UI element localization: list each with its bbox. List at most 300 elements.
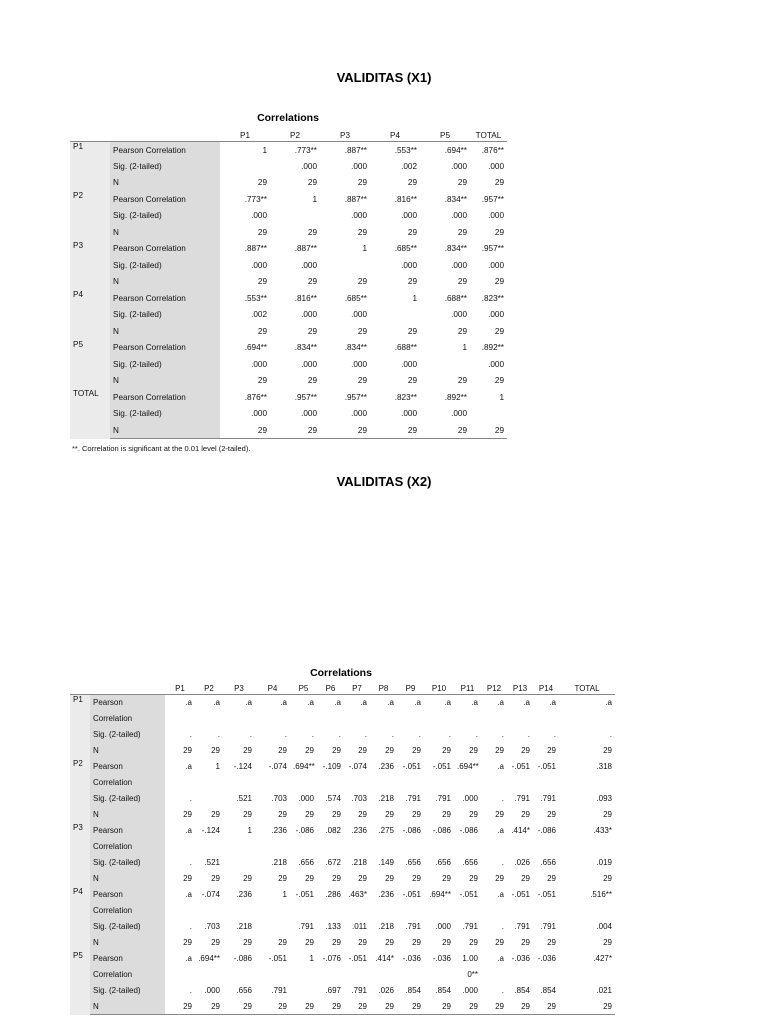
table-cell: . (338, 730, 341, 739)
table-cell: .694** (198, 954, 220, 963)
table-cell: 29 (603, 874, 612, 883)
column-header: P8 (370, 683, 397, 695)
table-cell: 29 (165, 999, 195, 1015)
table-cell (317, 903, 344, 919)
stat-label: Correlation (90, 967, 165, 983)
table-cell: .000 (204, 986, 220, 995)
table-cell: . (475, 730, 478, 739)
table-cell: 29 (495, 874, 504, 883)
table-cell (290, 983, 317, 999)
table-cell: .773** (244, 194, 267, 204)
variable-label: P4 (70, 290, 110, 340)
table-cell: . (448, 730, 451, 739)
table-cell: 29 (407, 277, 417, 287)
table-cell: .703 (271, 794, 287, 803)
table-cell: 29 (211, 810, 220, 819)
table-cell: 29 (307, 326, 317, 336)
stat-label: Pearson (90, 887, 165, 903)
column-header: P1 (220, 130, 270, 142)
table-cell (559, 967, 615, 983)
table-row (70, 389, 507, 406)
table-cell: .000 (451, 409, 467, 419)
table-cell (223, 711, 255, 727)
stat-label: N (110, 422, 220, 439)
stat-label: Correlation (90, 839, 165, 855)
table-cell (481, 711, 507, 727)
stat-label: Pearson Correlation (110, 340, 220, 357)
table-cell (344, 903, 370, 919)
variable-label: P4 (70, 887, 90, 951)
table-cell: -.051 (402, 762, 421, 771)
table-cell: 29 (412, 810, 421, 819)
table-cell: 1 (412, 293, 417, 303)
table-cell: .854 (514, 986, 530, 995)
table-cell (481, 903, 507, 919)
variable-label: P1 (70, 142, 110, 192)
table-cell: -.076 (322, 954, 341, 963)
table-row (70, 727, 615, 743)
column-header: P4 (255, 683, 290, 695)
table-cell (195, 839, 223, 855)
table-cell (317, 775, 344, 791)
table-cell: 29 (257, 326, 267, 336)
table-cell (255, 967, 290, 983)
table-cell (317, 967, 344, 983)
table-cell: 29 (278, 874, 287, 883)
table-cell: .a (245, 698, 252, 708)
table-cell: 29 (457, 277, 467, 287)
column-header: TOTAL (559, 683, 615, 695)
table-cell: -.036 (537, 954, 556, 963)
table-cell: -.051 (348, 954, 367, 963)
table-cell (533, 711, 559, 727)
table-cell: .218 (378, 794, 394, 803)
table-cell: 29 (358, 938, 367, 947)
table-cell (481, 967, 507, 983)
table-cell: .021 (596, 986, 612, 995)
table-cell: .318 (596, 762, 612, 771)
table-cell: .000 (301, 409, 317, 419)
column-header: P7 (344, 683, 370, 695)
table1-footnote: **. Correlation is significant at the 0.01 level (2-tailed). (72, 444, 251, 453)
table-row (70, 373, 507, 390)
stat-label: Sig. (2-tailed) (90, 983, 165, 999)
table-row (70, 274, 507, 291)
table-cell: .a (213, 698, 220, 708)
table-cell: 29 (469, 938, 478, 947)
table-cell: .834** (444, 194, 467, 204)
table-cell (397, 711, 424, 727)
table-cell (290, 903, 317, 919)
table-cell: .019 (596, 858, 612, 867)
table-cell: .a (497, 954, 504, 963)
table-cell: 29 (257, 227, 267, 237)
table-row (70, 839, 615, 855)
table-cell: .000 (401, 409, 417, 419)
table-cell (223, 855, 255, 871)
table-cell: .000 (298, 794, 314, 803)
table-cell (165, 839, 195, 855)
table-cell: .000 (435, 922, 451, 931)
table-cell: 1 (312, 194, 317, 204)
table-cell: 29 (332, 746, 341, 755)
table-row (70, 935, 615, 951)
table-cell: -.036 (511, 954, 530, 963)
table-cell: 29 (494, 326, 504, 336)
table-cell: 1 (282, 890, 287, 899)
table-cell: 29 (407, 376, 417, 386)
table-cell: 29 (457, 376, 467, 386)
variable-label: P5 (70, 340, 110, 390)
stat-label: N (110, 274, 220, 291)
table-cell (370, 775, 397, 791)
table-cell: .834** (344, 343, 367, 353)
table-cell: .a (334, 698, 341, 708)
table-cell: . (189, 922, 192, 931)
table-cell: 29 (521, 810, 530, 819)
table-cell: 1 (499, 392, 504, 402)
table-cell: 29 (257, 277, 267, 287)
table-cell: .a (523, 698, 530, 708)
table-cell: .133 (325, 922, 341, 931)
table-cell: 29 (320, 422, 370, 439)
table-cell: .218 (351, 858, 367, 867)
table-cell: 29 (442, 874, 451, 883)
table-cell (290, 967, 317, 983)
table-cell: .892** (481, 343, 504, 353)
table-cell: .521 (236, 794, 252, 803)
table-cell (290, 839, 317, 855)
table-cell: 29 (495, 810, 504, 819)
table-cell: 29 (454, 999, 481, 1015)
table-cell: .887** (294, 244, 317, 254)
table-cell: 29 (305, 746, 314, 755)
table-cell: .000 (451, 211, 467, 221)
stat-label: N (110, 224, 220, 241)
table-cell: .887** (344, 194, 367, 204)
table-cell: .791 (271, 986, 287, 995)
stat-label: N (90, 935, 165, 951)
table-cell: 1 (215, 762, 220, 771)
table-cell: . (189, 858, 192, 867)
table-cell: .823** (394, 392, 417, 402)
table-row (70, 887, 615, 903)
table-cell: .694** (293, 762, 315, 771)
table-cell: 1 (462, 343, 467, 353)
column-header: P10 (424, 683, 454, 695)
table-cell: .876** (481, 145, 504, 155)
stat-label: N (90, 871, 165, 887)
table-cell: .a (549, 698, 556, 708)
table-cell (344, 775, 370, 791)
table-cell: .000 (351, 359, 367, 369)
table-row (70, 356, 507, 373)
table-cell: 29 (547, 746, 556, 755)
table-cell: . (364, 730, 367, 739)
table-cell: .854 (540, 986, 556, 995)
stat-label: Sig. (2-tailed) (110, 208, 220, 225)
table-cell: 1 (362, 244, 367, 254)
table-cell: -.051 (537, 890, 556, 899)
table-cell: -.086 (233, 954, 252, 963)
section-title-x2: VALIDITAS (X2) (336, 474, 432, 489)
table-cell: . (501, 922, 504, 931)
table-cell: .236 (351, 826, 367, 835)
table-cell (533, 903, 559, 919)
table-cell (424, 967, 454, 983)
table-cell: . (391, 730, 394, 739)
table-cell: .a (497, 762, 504, 771)
table-cell: 29 (412, 874, 421, 883)
table-cell: 1 (262, 145, 267, 155)
table-cell: -.051 (432, 762, 451, 771)
table-cell: .a (185, 698, 192, 708)
table-cell (470, 406, 507, 423)
stat-label: Pearson (90, 951, 165, 967)
table-cell: .816** (294, 293, 317, 303)
table-row (70, 791, 615, 807)
table-cell: -.086 (295, 826, 314, 835)
table-cell: 29 (470, 422, 507, 439)
table-row (70, 855, 615, 871)
table-cell: 29 (332, 874, 341, 883)
table-cell: 29 (358, 810, 367, 819)
table-cell: 29 (494, 277, 504, 287)
table-cell: 29 (494, 178, 504, 188)
table-cell (223, 839, 255, 855)
table-row (70, 967, 615, 983)
table-cell (370, 307, 420, 324)
table-cell: 29 (305, 938, 314, 947)
table-cell: .002 (251, 310, 267, 320)
table-cell: 29 (407, 178, 417, 188)
table-cell: 29 (357, 326, 367, 336)
table-cell: 29 (457, 178, 467, 188)
table-cell: -.086 (402, 826, 421, 835)
table-cell: .000 (401, 359, 417, 369)
table-cell: 29 (420, 422, 470, 439)
table-cell (533, 967, 559, 983)
table-cell: . (189, 986, 192, 995)
table-cell (559, 903, 615, 919)
table-cell: .000 (351, 211, 367, 221)
table-cell: 29 (344, 999, 370, 1015)
table-cell: 29 (357, 227, 367, 237)
table-cell: -.036 (432, 954, 451, 963)
table-cell (223, 967, 255, 983)
table-cell: 29 (243, 874, 252, 883)
table-row (70, 142, 507, 159)
column-header: P14 (533, 683, 559, 695)
table-cell: -.074 (201, 890, 220, 899)
table-cell: 29 (603, 938, 612, 947)
table-cell: -.124 (233, 762, 252, 771)
table-cell (270, 208, 320, 225)
table-cell (255, 711, 290, 727)
table-cell: .004 (596, 922, 612, 931)
table-cell: 29 (278, 938, 287, 947)
table-cell: 29 (211, 938, 220, 947)
column-header: P3 (223, 683, 255, 695)
stat-label: N (110, 323, 220, 340)
stat-label: Sig. (2-tailed) (110, 406, 220, 423)
table-row (70, 191, 507, 208)
table-cell: .a (497, 698, 504, 708)
stat-label: Pearson Correlation (110, 389, 220, 406)
table-cell: 29 (495, 746, 504, 755)
table-cell: 29 (442, 810, 451, 819)
table-cell: .957** (481, 194, 504, 204)
table-cell: .a (185, 762, 192, 771)
table-cell (195, 711, 223, 727)
stat-label: Sig. (2-tailed) (90, 727, 165, 743)
section-title-x1: VALIDITAS (X1) (336, 70, 432, 85)
table-cell: .a (185, 954, 192, 963)
stat-label: Pearson Correlation (110, 241, 220, 258)
table-cell (255, 919, 290, 935)
table-cell: 29 (357, 178, 367, 188)
table-cell: .697 (325, 986, 341, 995)
table-cell: 29 (332, 938, 341, 947)
table-cell: .791 (405, 794, 421, 803)
table-cell: 29 (332, 810, 341, 819)
table-cell: 29 (358, 874, 367, 883)
table-cell: .218 (378, 922, 394, 931)
table-cell: .854 (405, 986, 421, 995)
table-cell: 29 (412, 746, 421, 755)
table-cell: . (189, 794, 192, 803)
table-cell: .149 (378, 858, 394, 867)
table-cell: .011 (352, 922, 367, 931)
table-cell: 29 (494, 376, 504, 386)
table-cell (195, 967, 223, 983)
table-cell: 29 (521, 874, 530, 883)
table-cell: .694** (457, 762, 479, 771)
table-cell: 29 (270, 422, 320, 439)
table-row (70, 323, 507, 340)
table-cell (317, 839, 344, 855)
correlations-table-x2 (70, 683, 615, 1015)
stat-label: Pearson (90, 823, 165, 839)
table-cell: 29 (442, 938, 451, 947)
table-cell: .688** (394, 343, 417, 353)
stat-label: Sig. (2-tailed) (110, 307, 220, 324)
table-cell: .834** (444, 244, 467, 254)
table-cell (165, 711, 195, 727)
column-header: P5 (420, 130, 470, 142)
table-row (70, 903, 615, 919)
table-cell: .553** (244, 293, 267, 303)
table-cell (559, 839, 615, 855)
stat-label: Sig. (2-tailed) (90, 855, 165, 871)
table-cell (397, 839, 424, 855)
table-cell: -.051 (268, 954, 287, 963)
table-cell: .773** (294, 145, 317, 155)
table-cell: . (501, 986, 504, 995)
table-cell: .823** (481, 293, 504, 303)
table-cell: 1 (247, 826, 252, 835)
table-cell: .093 (596, 794, 612, 803)
table-cell: 29 (533, 999, 559, 1015)
stat-label: N (90, 999, 165, 1015)
table-cell: .a (497, 826, 504, 835)
table-cell: 29 (385, 746, 394, 755)
table-cell: .236 (378, 762, 394, 771)
table-cell: .834** (294, 343, 317, 353)
table-cell: 29 (211, 746, 220, 755)
column-header: P3 (320, 130, 370, 142)
table-cell: -.074 (348, 762, 367, 771)
table-cell (370, 711, 397, 727)
table-cell: .816** (394, 194, 417, 204)
stat-label: Sig. (2-tailed) (110, 158, 220, 175)
table-cell: . (311, 730, 314, 739)
table-cell: .000 (488, 211, 504, 221)
table-cell: .791 (351, 986, 367, 995)
table-cell: 29 (307, 277, 317, 287)
table-cell: 1.00 (462, 954, 478, 963)
table-row (70, 257, 507, 274)
table-cell: . (553, 730, 556, 739)
table-cell: .433* (593, 826, 612, 835)
table-cell: .000 (401, 260, 417, 270)
table-cell (559, 711, 615, 727)
table-cell (255, 903, 290, 919)
table-row (70, 340, 507, 357)
table-cell: -.051 (511, 762, 530, 771)
table-cell: .a (185, 890, 192, 899)
table-cell (454, 903, 481, 919)
table-cell: 29 (457, 326, 467, 336)
table-cell: 29 (521, 746, 530, 755)
table-cell: .672 (325, 858, 341, 867)
table-cell: .656 (405, 858, 421, 867)
table-cell: .957** (344, 392, 367, 402)
table-cell (317, 711, 344, 727)
table-cell: 29 (547, 938, 556, 947)
variable-label: P3 (70, 823, 90, 887)
table-cell (370, 967, 397, 983)
stat-label: Sig. (2-tailed) (90, 919, 165, 935)
table-cell: -.086 (537, 826, 556, 835)
table-cell (165, 775, 195, 791)
stat-label: Pearson Correlation (110, 290, 220, 307)
table-cell: 0** (467, 970, 478, 979)
table-cell: 29 (243, 938, 252, 947)
table-cell: .000 (251, 260, 267, 270)
table-cell: .286 (325, 890, 341, 899)
table-cell: 29 (424, 999, 454, 1015)
table-cell: -.124 (201, 826, 220, 835)
table-cell: 29 (507, 999, 533, 1015)
stat-label: Pearson (90, 695, 165, 711)
table-cell: 29 (305, 810, 314, 819)
table-cell: 29 (521, 938, 530, 947)
table-cell: .000 (451, 310, 467, 320)
table2-caption: Correlations (310, 667, 372, 679)
table-cell: .656 (298, 858, 314, 867)
table-row (70, 422, 507, 439)
variable-label: P2 (70, 759, 90, 823)
table-cell: 29 (195, 999, 223, 1015)
table-row (70, 290, 507, 307)
table-cell: .694** (444, 145, 467, 155)
table-cell: . (418, 730, 421, 739)
table-cell (397, 903, 424, 919)
table-row (70, 871, 615, 887)
table-cell: .892** (444, 392, 467, 402)
table-cell: .218 (271, 858, 287, 867)
